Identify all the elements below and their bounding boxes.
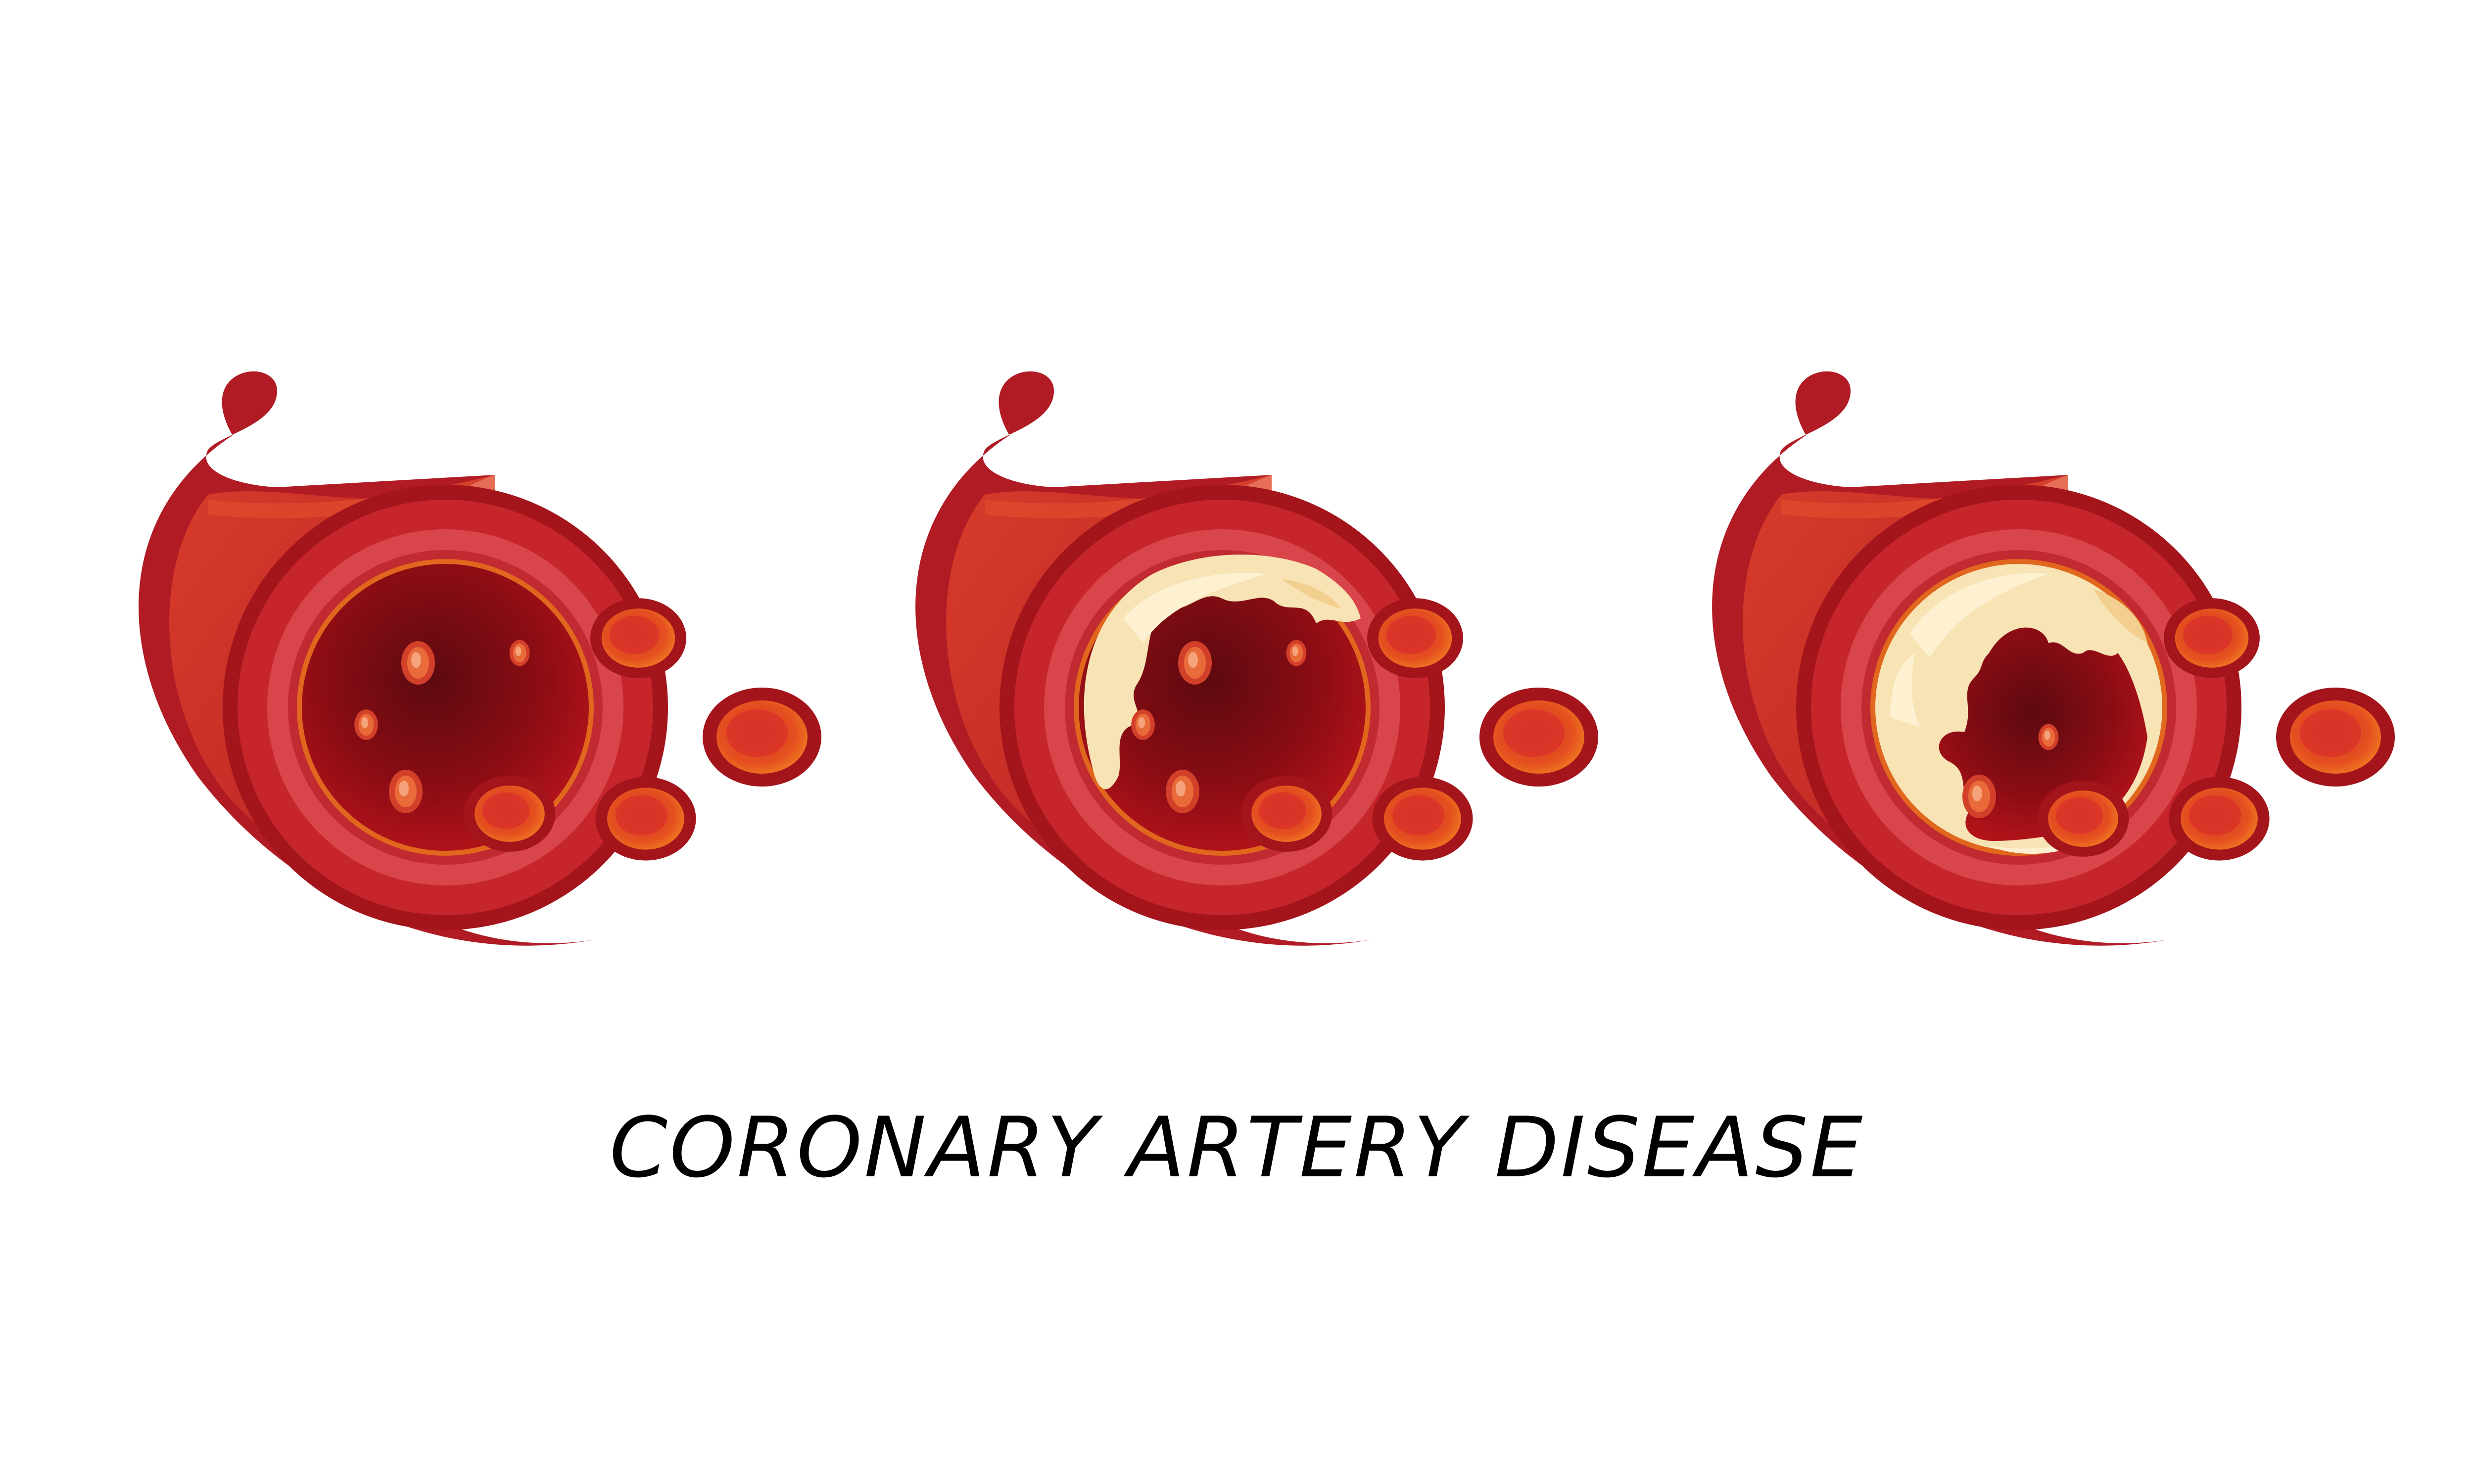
red-blood-cell [2169,777,2269,860]
red-blood-cell [2276,688,2395,787]
vesicle [401,641,435,685]
red-blood-cell [590,598,686,678]
red-blood-cell [2038,781,2129,857]
red-blood-cell [1241,776,1332,852]
red-blood-cell [1367,598,1463,678]
vesicle [1131,709,1155,740]
vesicle [389,770,423,813]
vesicle [510,640,530,666]
vesicle [1962,775,1996,818]
severe-plaque-artery [1712,371,2395,946]
vesicle [2039,724,2059,750]
vesicle [354,709,378,740]
normal-artery [139,371,821,946]
red-blood-cell [703,688,821,787]
red-blood-cell [1372,777,1473,860]
vesicle [1166,770,1199,813]
red-blood-cell [2164,598,2260,678]
vesicle [1286,640,1307,666]
mild-plaque-artery [915,371,1598,946]
diagram-title: CORONARY ARTERY DISEASE [609,1099,1865,1196]
red-blood-cell [464,776,556,852]
red-blood-cell [595,777,696,860]
red-blood-cell [1479,688,1598,787]
vesicle [1178,641,1212,685]
